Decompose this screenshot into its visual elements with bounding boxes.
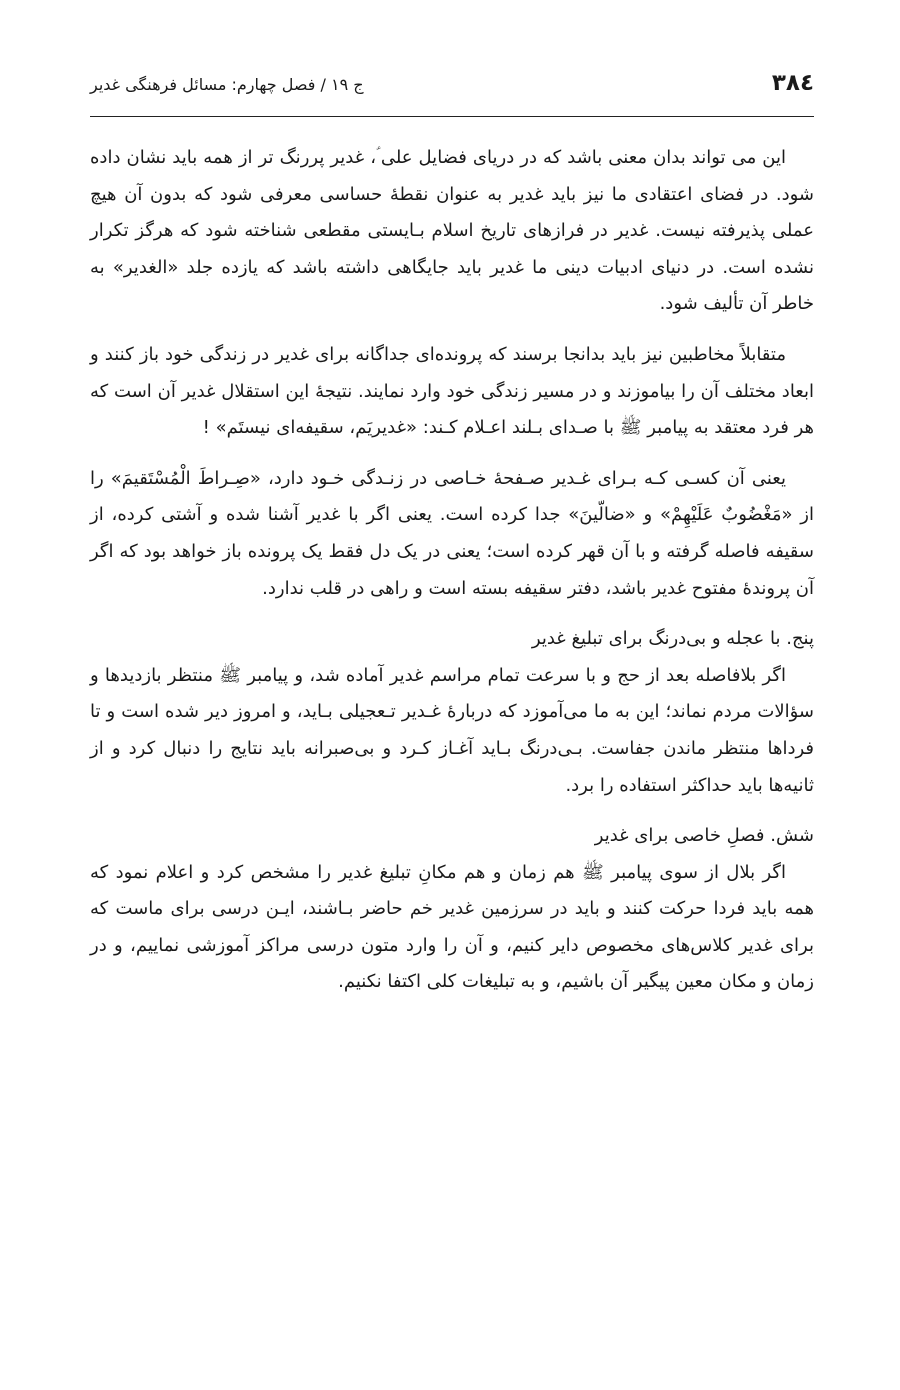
paragraph-3: یعنی آن کسـی کـه بـرای غـدیر صـفحهٔ خـاصی در زنـدگی خـود دارد، «صِـراطَ الْمُسْتَقیمَ» را از «مَغْضُوبٌ عَلَیْهِمْ» و «ضالّینَ» جدا کرده است. یعنی اگر با غدیر آشنا شده و آشتی کرده، از سقیفه فاصله گرفته و با آن قهر کرده است؛ یعنی در یک دل فقط یک پرونده باز خواهد بود که اگر آن پروندهٔ مفتوح غدیر باشد، دفتر سقیفه بسته است و راهی در قلب ندارد.	[90, 467, 814, 599]
page-body	[90, 140, 814, 1001]
paragraph-1: این می تواند بدان معنی باشد که در دریای فضایل علی ؑ، غدیر پررنگ تر از همه باید نشان داده شود. در فضای اعتقادی ما نیز باید غدیر به عنوان نقطهٔ حساسی معرفی شود که بدون آن هیچ عملی پذیرفته نیست. غدیر در فرازهای تاریخ اسلام بـایستی مقطعی شناخته شود که هرگز تکرار نشده است. در دنیای ادبیات دینی ما غدیر باید جایگاهی داشته باشد که یازده جلد «الغدیر» به خاطر آن تألیف شود.	[90, 147, 814, 315]
paragraph-5: اگر بلال از سوی پیامبر ﷺ هم زمان و هم مکانِ تبلیغ غدیر را مشخص کرد و اعلام نمود که همه باید فردا حرکت کنند و باید در سرزمین غدیر خم حاضر بـاشند، ایـن درسی برای ماست که برای غدیر کلاس‌های مخصوص دایر کنیم، و آن را وارد متون درسی مراکز آموزشی نماییم، و در زمان و مکان معین پیگیر آن باشیم، و به تبلیغات کلی اکتفا نکنیم.	[90, 861, 814, 993]
running-header	[90, 66, 814, 117]
paragraph-4: اگر بلافاصله بعد از حج و با سرعت تمام مراسم غدیر آماده شد، و پیامبر ﷺ منتظر بازدیدها و سؤالات مردم نماند؛ این به ما می‌آموزد که دربارهٔ غـدیر تـعجیلی بـاید، و امروز دیر شده است و تا فرداها منتظر ماندن جفاست. بـی‌درنگ بـاید آغـاز کـرد و بی‌صبرانه باید نتایج را دنبال کرد و از ثانیه‌ها باید حداکثر استفاده را برد.	[90, 664, 814, 796]
running-title: ج ۱۹ / فصل چهارم: مسائل فرهنگی غدیر	[90, 75, 364, 94]
section-heading-5: پنج. با عجله و بی‌درنگ برای تبلیغ غدیر	[531, 628, 814, 650]
book-page	[90, 0, 814, 1390]
section-heading-6: شش. فصلِ خاصی برای غدیر	[594, 825, 814, 847]
paragraph-2: متقابلاً مخاطبین نیز باید بدانجا برسند که پرونده‌ای جداگانه برای غدیر در زندگی خود باز کنند و ابعاد مختلف آن را بیاموزند و در مسیر زندگی خود وارد نمایند. نتیجهٔ این استقلال غدیر آن است که هر فرد معتقد به پیامبر ﷺ با صـدای بـلند اعـلام کـند: «غدیریَم، سقیفه‌ای نیستَم» !	[90, 343, 814, 439]
page-number: ۳۸٤	[771, 70, 814, 96]
